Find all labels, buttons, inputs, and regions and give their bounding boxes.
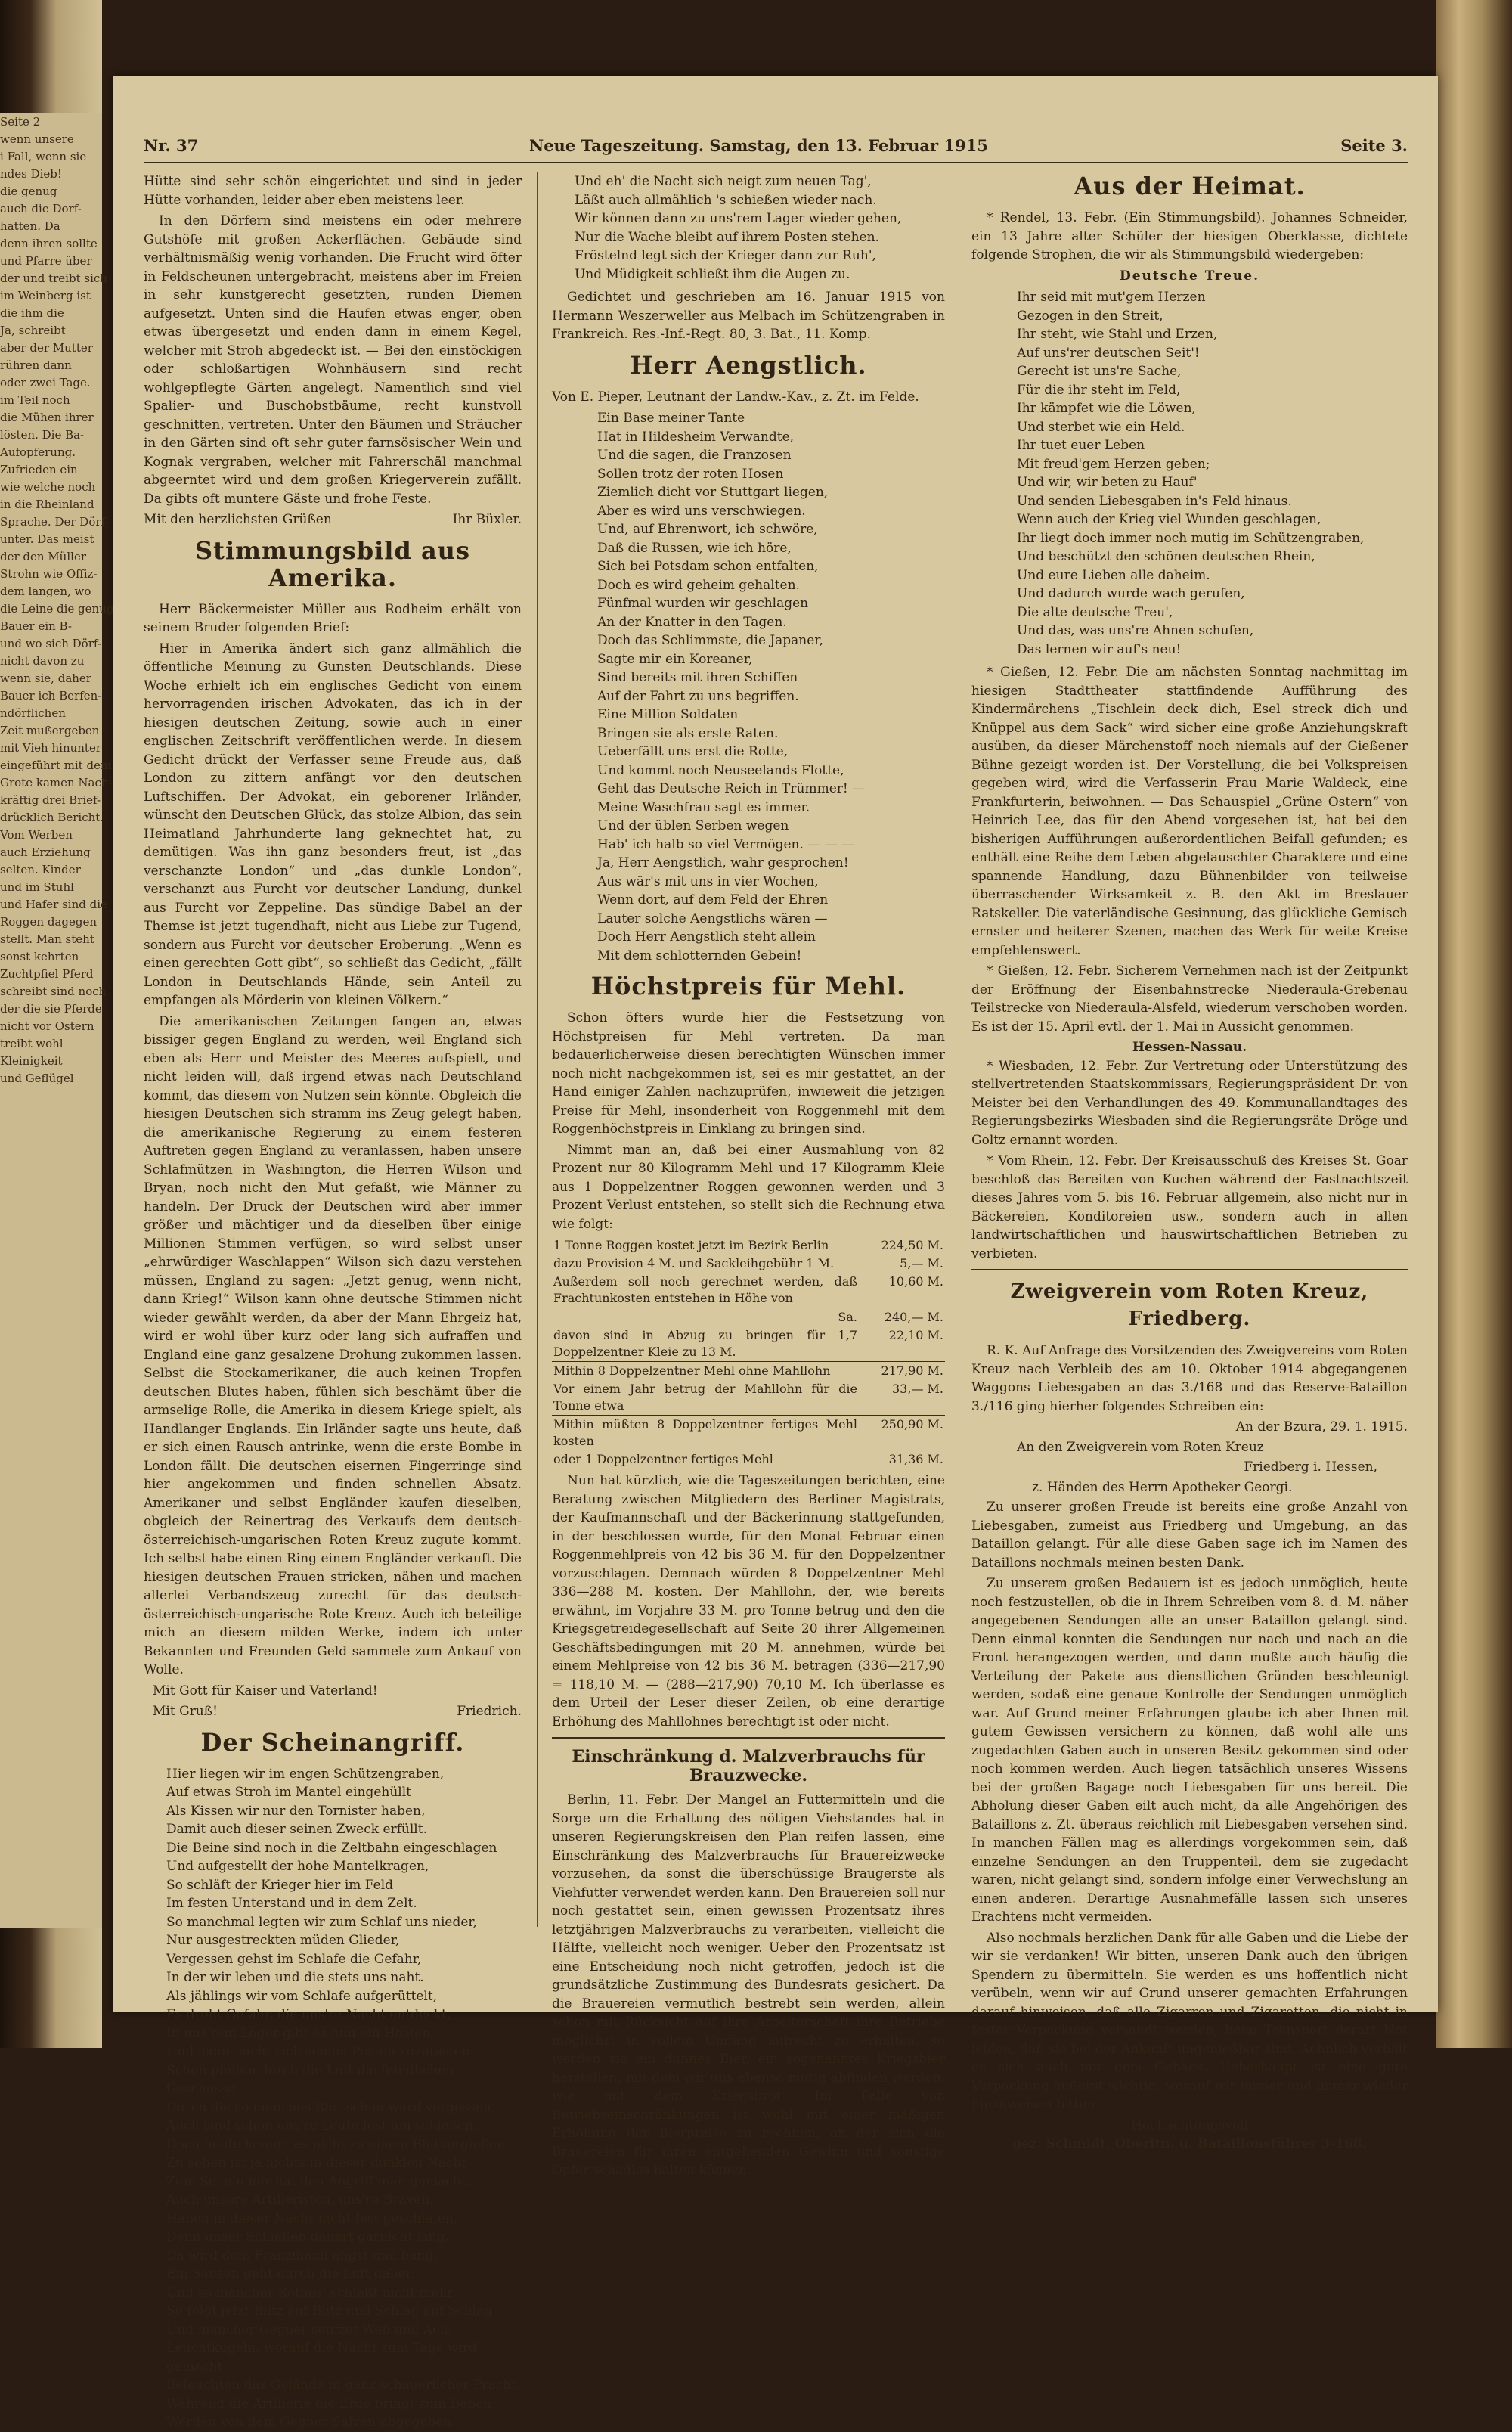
newspaper-page <box>113 76 1438 2430</box>
text-line: ndes Dieb! <box>0 167 62 181</box>
text-line: kräftig drei Brief- <box>0 793 101 807</box>
text-line: Und Müdigkeit schließt ihm die Augen zu. <box>575 266 850 282</box>
text-line: unter. Das meist <box>0 532 94 546</box>
text-line: Aus wär's mit uns in vier Wochen, <box>597 873 819 889</box>
text-line: Werden von dem Gegner Salven abgegeben. <box>166 2415 456 2430</box>
text-line: eingeführt mit dem <box>0 758 112 772</box>
text-line: Daß die Russen, wie ich höre, <box>597 540 792 556</box>
text-line: Ziemlich dicht vor Stuttgart liegen, <box>597 485 829 500</box>
text-line: Während die Artillerie die Erde bringt zum Beben, <box>166 2396 496 2412</box>
text-line: im Teil noch <box>0 393 70 407</box>
text-line: wenn unsere <box>0 132 74 146</box>
calc-row <box>552 1308 945 1327</box>
text-line: treibt wohl <box>0 1037 64 1050</box>
text-line: Läßt auch allmählich 's schießen wieder nach. <box>575 192 877 208</box>
text-line: Ein Sausen geht durch die Luft daher, <box>166 2266 415 2282</box>
text-line: Haben in dieser Nacht nicht fest geschlafen, <box>166 2210 458 2226</box>
text-line: Denn unser Schießen dauert garnicht lang, <box>166 2229 450 2244</box>
greeting: Mit Gruß! <box>153 1704 218 1719</box>
text-line: Eine Million Soldaten <box>597 707 739 722</box>
calc-row <box>552 1326 945 1362</box>
poem-continuation <box>552 172 945 284</box>
calc-amount: 240,— M. <box>859 1308 945 1327</box>
article-text: In den Dörfern sind meistens ein oder mehrere Gutshöfe mit großen Ackerflächen. Gebäude sind verhältnismäßig wenig vorhanden. Die Frucht wird öfter in Feldscheunen untergebracht, meistens aber im Freien in sehr kunstgerecht gesetzten, runden Diemen aufgesetzt. Unten sind die Haufen etwas enger, oben etwas übergesetzt und enden dann in einem Kegel, welcher mit Stroh abgedeckt ist. — Bei den einstöckigen oder schloßartigen Wohnhäusern sind recht wohlgepflegte Gärten angelegt. Namentlich sind viel Spalier- und Buschobstbäume, recht kunstvoll geschnitten, vertreten. Unter den Bäumen und Sträucher in den Gärten sind oft sehr guter farnsösischer Wein und Kognak vergraben, welcher mit Fahrerschäl manchmal abgeerntet wird und dem großen Kriegerverein zufällt. Da gibts oft muntere Gäste und frohe Feste. <box>144 213 522 507</box>
calc-amount: 33,— M. <box>892 1382 943 1396</box>
text-line: Bringen sie als erste Raten. <box>597 725 779 741</box>
text-line: Sich bei Potsdam schon entfalten, <box>597 559 819 574</box>
text-line: in die Rheinland <box>0 498 94 511</box>
text-line: Und dadurch wurde wach gerufen, <box>1017 586 1245 601</box>
calc-label: Mithin müßten 8 Doppelzentner fertiges Mehl kosten <box>552 1416 859 1451</box>
text-line: Nur die Wache bleibt auf ihrem Posten stehen. <box>575 229 879 245</box>
poem <box>144 1765 522 2432</box>
text-line: Ihr tuet euer Leben <box>1017 438 1145 453</box>
masthead-line: Neue Tageszeitung. Samstag, den 13. Februar 1915 <box>529 136 988 155</box>
calc-amount: 31,36 M. <box>888 1452 943 1466</box>
text-line: Doch heute kommt es nicht zu einem Blutvergießen; <box>166 2136 510 2152</box>
text-line: Zeit mußergeben <box>0 724 100 737</box>
divider <box>971 1269 1408 1270</box>
text-line: Als Kissen wir nur den Tornister haben, <box>166 1803 426 1819</box>
text-line: nicht davon zu <box>0 654 85 668</box>
signer: Ihr Büxler. <box>452 512 522 527</box>
text-line: Damit auch dieser seinen Zweck erfüllt. <box>166 1822 427 1837</box>
text-line: drücklich Bericht. <box>0 811 104 824</box>
text-line: Und beschützt den schönen deutschen Rhein, <box>1017 549 1315 564</box>
text-line: Aber es wird uns verschwiegen. <box>597 503 806 519</box>
calc-label: Außerdem soll noch gerechnet werden, daß Frachtunkosten entstehen in Höhe von <box>553 1274 857 1305</box>
column-rule <box>537 172 538 1927</box>
closing-line: Mit Gott für Kaiser und Vaterland! <box>153 1683 378 1698</box>
text-line: Sprache. Der Dörf- <box>0 515 109 529</box>
headline-heimat: Aus der Heimat. <box>1074 172 1306 200</box>
text-line: die ihm die <box>0 306 64 320</box>
text-line: Und, auf Ehrenwort, ich schwöre, <box>597 522 818 537</box>
text-line: Mit freud'gem Herzen geben; <box>1017 456 1210 472</box>
poem-credit: Gedichtet und geschrieben am 16. Januar 1915 von Hermann Weszerweller aus Melbach im Schützengraben in Frankreich. Res.-Inf.-Regt. 80, 3. Bat., 11. Komp. <box>552 290 945 342</box>
column-3 <box>971 172 1408 2151</box>
text-line: die Leine die genug <box>0 602 114 616</box>
text-line: lösten. Die Ba- <box>0 428 85 442</box>
calc-label: Vor einem Jahr betrug der Mahllohn für die Tonne etwa <box>553 1382 857 1413</box>
text-line: Vom Werben <box>0 828 73 842</box>
page-header <box>144 136 1408 163</box>
text-line: der die sie Pferde <box>0 1002 102 1016</box>
previous-page-edge <box>0 113 114 1928</box>
greeting: Mit den herzlichsten Grüßen <box>144 512 332 527</box>
article-text: Schon öfters wurde hier die Festsetzung von Höchstpreisen für Mehl vertreten. Da man bedauerlicherweise diesen berechtigten Wünschen immer noch nicht nachgekommen ist, sei es mir gestattet, an der Hand einiger Zahlen nachzuprüfen, inwieweit die jetzigen Preise für Mehl, insonderheit von Roggenmehl mit dem Roggenhöchstpreis in Einklang zu bringen sind. <box>552 1010 945 1137</box>
text-line: Zufrieden ein <box>0 463 78 476</box>
text-line: im Weinberg ist <box>0 289 91 302</box>
text-line: Auch unsere Artilleristen, uns're Braven, <box>166 2192 434 2207</box>
letter-regards: Hochachtungsvoll <box>1130 2117 1249 2133</box>
text-line: Und wir, wir beten zu Hauf' <box>1017 475 1198 490</box>
text-line: Nur ausgestreckten müden Glieder, <box>166 1933 400 1948</box>
text-line: Ja, schreibt <box>0 324 66 337</box>
text-line: der den Müller <box>0 550 86 563</box>
calc-row <box>552 1255 945 1273</box>
text-line: Und senden Liebesgaben in's Feld hinaus. <box>1017 493 1292 509</box>
text-line: Für die ihr steht im Feld, <box>1017 382 1181 398</box>
calc-row <box>552 1416 945 1451</box>
text-line: Kleinigkeit <box>0 1054 63 1068</box>
article-text: Hütte sind sehr schön eingerichtet und sind in jeder Hütte vorhanden, leider aber eben meistens leer. <box>144 174 522 208</box>
section-heading: Hessen-Nassau. <box>1132 1040 1247 1055</box>
text-line: Auch sind schon uns're Leute fest am schießen, <box>166 2118 478 2133</box>
letter-address: z. Händen des Herrn Apotheker Georgi. <box>1032 1479 1293 1495</box>
text-line: In der wir leben und die stets uns naht. <box>166 1970 424 1985</box>
text-line: Sollen trotz der roten Hosen <box>597 466 784 482</box>
article-text: Nimmt man an, daß bei einer Ausmahlung von 82 Prozent nur 80 Kilogramm Mehl und 17 Kilogramm Kleie aus 1 Doppelzentner Roggen gewonnen werden und 3 Prozent Verlust entstehen, so stellt sich die Rechnung etwa wie folgt: <box>552 1142 945 1232</box>
text-line: selten. Kinder <box>0 863 81 876</box>
text-line: und im Stuhl <box>0 880 74 894</box>
headline-malzverbrauch: Einschränkung d. Malzverbrauchs für Brauzwecke. <box>572 1747 925 1785</box>
text-line: rühren dann <box>0 358 72 372</box>
text-line: Die Beine sind noch in die Zeltbahn eingeschlagen <box>166 1840 497 1856</box>
text-line: mit Vieh hinunter <box>0 741 102 755</box>
text-line: Ihr kämpfet wie die Löwen, <box>1017 401 1196 416</box>
calc-label: davon sind in Abzug zu bringen für 1,7 Doppelzentner Kleie zu 13 M. <box>553 1328 857 1359</box>
text-line: Lauter solche Aengstlichs wären — <box>597 910 828 926</box>
calc-label: oder 1 Doppelzentner fertiges Mehl <box>553 1452 773 1466</box>
text-line: Und der üblen Serben wegen <box>597 818 789 833</box>
text-line: die genug <box>0 185 57 198</box>
text-line: oder zwei Tage. <box>0 376 91 389</box>
calc-row <box>552 1380 945 1416</box>
text-line: So folgt jetzt Blitz auf Blitz und Schlag auf Schlag <box>166 2303 493 2319</box>
article-text: Hier in Amerika ändert sich ganz allmählich die öffentliche Meinung zu Gunsten Deutschlands. Diese Woche erhielt ich ein englisches Gedicht von einem hervorragenden irischen Advokaten, das ich in der hiesigen deutschen Zeitung, sowie auch in einer englischen Zeitschrift veröffentlichen werde. In diesem Gedicht drückt der Verfasser seine Freude aus, daß London zu zittern anfängt vor den deutschen Luftschiffen. Der Advokat, ein geborener Irländer, wünscht den Deutschen Glück, das stolze Albion, das sein Heimatland Jahrhunderte lang geknechtet hat, zu demütigen. Was ihn ganz besonders freut, ist „das verschanzte London“ und „das dunkle London“, verschanzt aus Furcht vor deutscher Landung, dunkel aus Furcht vor Zeppeline. Das sündige Babel an der Themse ist jetzt tugendhaft, nicht aus Liebe zur Tugend, sondern aus Furcht vor deutscher Eroberung. „Wenn es einen gerechten Gott gibt“, so schließt das Gedicht, „fällt London in Deutschlands Hände, sein Anteil zu empfangen als Mörderin von kleinen Völkern.“ <box>144 641 522 1008</box>
text-line: Roggen dagegen <box>0 915 97 929</box>
text-line: Strohn wie Offiz- <box>0 567 98 581</box>
page-number: Seite 3. <box>1340 136 1408 155</box>
text-line: Und so mancher Rothos' schießt nicht mehr. <box>166 2285 457 2300</box>
text-line: Ihr steht, wie Stahl und Erzen, <box>1017 327 1218 342</box>
column-1 <box>144 172 522 2430</box>
calc-label: Sa. <box>552 1308 859 1327</box>
text-line: Die alte deutsche Treu', <box>1017 604 1173 620</box>
text-line: Im festen Unterstand und in dem Zelt. <box>166 1896 417 1911</box>
text-line: und wo sich Dörf- <box>0 637 101 650</box>
letter-address: An den Zweigverein vom Roten Kreuz <box>1017 1439 1264 1455</box>
text-line: Und das, was uns're Ahnen schufen, <box>1017 623 1254 638</box>
text-line: wenn sie, daher <box>0 672 91 685</box>
text-line: Beleuchten das Gelände in ganz schauerlicher Pracht, <box>166 2378 521 2393</box>
article-text: R. K. Auf Anfrage des Vorsitzenden des Zweigvereins vom Roten Kreuz nach Verbleib des am 10. Oktober 1914 abgegangenen Waggons Liebesgaben an das 3./168 und das Reserve-Bataillon 3./116 ging hierher folgendes Schreiben ein: <box>971 1343 1408 1414</box>
text-line: Hier liegen wir im engen Schützengraben, <box>166 1766 445 1782</box>
text-line: Schon pfeifen durch die Luft die feindlichen Geschosse <box>166 2062 454 2096</box>
text-line: Wenn dort, auf dem Feld der Ehren <box>597 892 829 907</box>
price-calculation-table <box>552 1236 945 1469</box>
text-line: Und aufgestellt der hohe Mantelkragen, <box>166 1859 429 1874</box>
calc-amount: 224,50 M. <box>881 1238 943 1252</box>
divider <box>552 1737 945 1739</box>
text-line: Auf etwas Stroh im Mantel eingehüllt <box>166 1785 411 1800</box>
text-line: Bauer ein B- <box>0 619 72 633</box>
headline-rotes-kreuz: Zweigverein vom Roten Kreuz, Friedberg. <box>1010 1280 1369 1330</box>
text-line: Sind bereits mit ihren Schiffen <box>597 670 798 685</box>
text-line: Durch die so manches Blut schon ward vergossen, <box>166 2099 496 2115</box>
text-line: Doch Herr Aengstlich steht allein <box>597 929 816 945</box>
article-text: Zu unserer großen Freude ist bereits eine große Anzahl von Liebesgaben, zumeist aus Friedberg und Umgebung, an das Bataillon gelangt. Für alle diese Gaben sage ich im Namen des Bataillons nochmals meinen besten Dank. <box>971 1500 1408 1571</box>
text-line: die Mühen ihrer <box>0 411 94 424</box>
text-line: Ueberfällt uns erst die Rotte, <box>597 744 789 759</box>
article-text: Berlin, 11. Febr. Der Mangel an Futtermitteln und die Sorge um die Erhaltung des nötigen Viehstandes hat in unseren Regierungskreisen den Plan reifen lassen, eine Einschränkung des Malzverbrauchs für Brauereizwecke vorzusehen, da sonst die überschüssige Braugerste als Viehfutter verwendet werden kann. Den Brauereien soll nur noch gestattet sein, einen gewissen Prozentsatz ihres letztjährigen Malzverbrauchs zu verarbeiten, vielleicht die Hälfte, vielleicht noch weniger. Ueber den Prozentsatz ist eine Entscheidung noch nicht getroffen, jedoch ist die grundsätzliche Zustimmung des Bundesrats gesichert. Da die Brauereien vermutlich bestrebt sein werden, allein schon mit Rücksicht auf ihre Arbeiterschaft ihre Betriebe möglichst in vollem Umfang aufrecht zu erhalten, so werden sie ein dünnes Bier, ein sogenanntes Kriegsbier herstellen, mit dem wir uns ebenso mutig abfinden werden, wie mit dem Kriegsbrot. Im Falle von Betriebseinschränkungen ist wohl mit einer mäßigen Erhöhung der Bierpreise zu rechnen, an der sich die Brauereien für ihren entgehenden Gewinn und sonstige Opfer schadlos halten können. <box>552 1792 945 2178</box>
text-line: Sagte mir ein Koreaner, <box>597 651 753 667</box>
text-line: wie welche noch <box>0 480 96 494</box>
text-line: Ihr seid mit mut'gem Herzen <box>1017 290 1206 305</box>
text-line: Zuchtpfiel Pferd <box>0 967 94 981</box>
news-item: * Wiesbaden, 12. Febr. Zur Vertretung oder Unterstützung des stellvertretenden Staatskommissars, Regierungspräsident Dr. von Meister bei den Verhandlungen des 49. Kommunallandtages des Regierungsbezirks Wiesbaden sind die Regierungsräte Dröge und Goltz ernannt worden. <box>971 1058 1408 1148</box>
calc-row <box>552 1450 945 1469</box>
news-item: * Gießen, 12. Febr. Sicherem Vernehmen nach ist der Zeitpunkt der Eröffnung der Eisenbahnstrecke Niederaula-Grebenau Teilstrecke von Niederaula-Alsfeld, wiederum verschoben worden. Es ist der 15. April evtl. der 1. Mai in Aussicht genommen. <box>971 963 1408 1035</box>
text-line: Leuchtkugeln, worauf die Nacht zum Tage wird gemacht. <box>166 2340 478 2375</box>
text-line: Und eh' die Nacht sich neigt zum neuen Tag', <box>575 174 872 189</box>
text-line: Und jeder sucht sich seinen Posten zuzutasten. <box>166 2044 475 2059</box>
text-line: Hat in Hildesheim Verwandte, <box>597 429 795 445</box>
text-line: Es droht Gefahr, die uns're Nacht entdeckt, <box>166 2007 451 2022</box>
calc-row <box>552 1362 945 1381</box>
article-text: Zu unserem großen Bedauern ist es jedoch unmöglich, heute noch festzustellen, ob die in Ihrem Schreiben vom 8. d. M. näher angegebenen Sendungen alle an unser Bataillon gelangt sind. Denn einmal konnten die Sendungen nur nach und nach an die Front herangezogen werden, und dann mußte auch häufig die Verteilung der Pakete aus dienstlichen Gründen beschleunigt werden, sodaß eine genaue Kontrolle der Sendungen unmöglich war. Auf Grund meiner Erfahrungen glaube ich aber Ihnen mit gutem Gewissen versichern zu können, daß wohl alle uns zugedachten Gaben auch in unseren Besitz gekommen sind oder noch kommen werden. Auch liegen tatsächlich unseres Wissens bei der großen Bagage noch Liebesgaben für uns bereit. Die Abholung dieser Gaben eilt auch nicht, da alle Angehörigen des Bataillons z. Zt. überaus reichlich mit Liebesgaben versehen sind. In manchen Fällen mag es allerdings vorgekommen sein, daß einzelne Sendungen an den Truppenteil, dem sie zugedacht waren, nicht gelangt sind, sondern infolge einer Verwechslung an einen anderen. Derartige Ausnahmefälle lassen sich unseres Erachtens nicht vermeiden. <box>971 1576 1408 1925</box>
calc-amount: 217,90 M. <box>859 1362 945 1381</box>
text-line: Auf der Fahrt zu uns begriffen. <box>597 688 799 704</box>
calc-amount: 22,10 M. <box>888 1328 943 1342</box>
text-line: Fünfmal wurden wir geschlagen <box>597 596 809 611</box>
text-line: Und mancher Gegner seufzet Weh und Ach, <box>166 2322 453 2337</box>
byline: Von E. Pieper, Leutnant der Landw.-Kav., z. Zt. im Felde. <box>552 389 919 405</box>
headline-scheinangriff: Der Scheinangriff. <box>200 1727 465 1757</box>
text-line: stellt. Man steht <box>0 932 94 946</box>
text-line: Und eure Lieben alle daheim. <box>1017 567 1210 583</box>
text-line: der und treibt sich <box>0 271 107 285</box>
article-text: Herr Bäckermeister Müller aus Rodheim erhält von seinem Bruder folgenden Brief: <box>144 601 522 635</box>
calc-row <box>552 1273 945 1308</box>
text-line: Als jählings wir vom Schlafe aufgerüttelt, <box>166 1988 438 2004</box>
text-line: Grote kamen Nach- <box>0 776 113 789</box>
poem <box>971 288 1408 659</box>
column-2 <box>552 172 945 2178</box>
letter-signature <box>144 510 522 529</box>
letter-place-date: An der Bzura, 29. 1. 1915. <box>1235 1419 1408 1435</box>
text-line: Fröstelnd legt sich der Krieger dann zur Ruh', <box>575 248 876 263</box>
text-line: Bauer ich Berfen- <box>0 689 102 703</box>
book-page-edges <box>1436 0 1512 2048</box>
text-line: und Hafer sind die <box>0 898 107 911</box>
text-line: dem langen, wo <box>0 585 91 598</box>
news-item: * Vom Rhein, 12. Febr. Der Kreisausschuß des Kreises St. Goar beschloß das Bereiten von Kuchen während der Fastnachtszeit dieses Jahres vom 5. bis 16. Februar allgemein, also nicht nur in Bäckereien, Konditoreien usw., sondern auch in allen landwirtschaftlichen und hauswirtschaftlichen Betrieben zu verbieten. <box>971 1153 1408 1261</box>
text-line: Aufopferung. <box>0 445 76 459</box>
text-line: In uns'rem Lager gibt es nun ein Hasten, <box>166 2025 435 2041</box>
text-line: ndörflichen <box>0 706 66 720</box>
text-line: i Fall, wenn sie <box>0 150 87 163</box>
calc-amount: 10,60 M. <box>888 1274 943 1289</box>
text-line: So schläft der Krieger hier im Feld <box>166 1877 394 1893</box>
text-line: Wenn auch der Krieg viel Wunden geschlagen, <box>1017 512 1321 527</box>
calc-amount: 5,— M. <box>900 1256 943 1270</box>
text-line: Und die sagen, die Franzosen <box>597 448 792 463</box>
letter-signature <box>144 1702 522 1721</box>
calc-label: dazu Provision 4 M. und Sackleihgebühr 1 M. <box>553 1256 835 1270</box>
text-line: Gezogen in den Streit, <box>1017 308 1163 324</box>
calc-amount: 250,90 M. <box>859 1416 945 1451</box>
news-item: * Gießen, 12. Febr. Die am nächsten Sonntag nachmittag im hiesigen Stadttheater stattfindende Aufführung des Kindermärchens „Tischlein deck dich, Esel streck dich und Knüppel aus dem Sack“ wird sicher eine große Anziehungskraft ausüben, da dieser Märchenstoff noch niemals auf der Gießener Bühne gezeigt worden ist. Der Vorstellung, die bei Volkspreisen gegeben wird, wird die Verfasserin Frau Marie Waldeck, eine Frankfurterin, beiwohnen. — Das Schauspiel „Grüne Ostern“ von Heinrich Lee, das für den Abend vorgesehen ist, hat bei den bisherigen Aufführungen außerordentlichen Beifall gefunden; es enthält eine Reihe dem Leben abgelauschter Charaktere und eine spannende Handlung, dazu Bühnenbilder von teilweise überraschender Wirksamkeit z. B. den Akt im Breslauer Ratskeller. Die vaterländische Gesinnung, das glückliche Gemisch ernster und heiterer Szenen, machen das Werk für weite Kreise empfehlenswert. <box>971 665 1408 958</box>
issue-number: Nr. 37 <box>144 136 199 155</box>
headline-amerika: Stimmungsbild aus Amerika. <box>195 535 470 592</box>
text-line: und Geflügel <box>0 1072 74 1085</box>
headline-herr-aengstlich: Herr Aengstlich. <box>630 350 867 380</box>
poem <box>552 409 945 965</box>
text-line: Vergessen gehst im Schlafe die Gefahr, <box>166 1951 422 1967</box>
text-line: Doch es wird geheim gehalten. <box>597 577 800 593</box>
text-line: Gerecht ist uns're Sache, <box>1017 364 1182 379</box>
text-line: So manchmal legten wir zum Schlaf uns nieder, <box>166 1914 478 1930</box>
calc-label: Mithin 8 Doppelzentner Mehl ohne Mahllohn <box>552 1362 859 1381</box>
text-line: Ihr liegt doch immer noch mutig im Schützengraben, <box>1017 530 1365 546</box>
text-line: Seite 2 <box>0 115 41 129</box>
article-text: Also nochmals herzlichen Dank für alle Gaben und die Liebe der wir sie verdanken! Wir bitten, unseren Dank auch den übrigen Spendern zu übermitteln. Sie werden es uns hoffentlich nicht verübeln, wenn wir auf Grund unserer gemachten Erfahrungen darauf hinweisen, daß alle Zigarren und Zigaretten, die nicht in fester Verpackung versandt werden, beim Transport derart Not leiden, daß sie bei der Ankunft ungenießbar sind. Aehnlich verhält es sich auch mit dem Gebäck. Ueberhaupt ist eine gute Verpackung äußerst wichtig, worauf wir immer und immer wieder hinzuweisen bitten. <box>971 1930 1408 2112</box>
calc-row <box>552 1236 945 1255</box>
calc-label: 1 Tonne Roggen kostet jetzt im Bezirk Berlin <box>553 1238 829 1252</box>
text-line: Ja, Herr Aengstlich, wahr gesprochen! <box>597 855 849 870</box>
text-line: Und kommt noch Neuseelands Flotte, <box>597 762 844 778</box>
text-line: denn ihren sollte <box>0 237 98 250</box>
text-line: Doch das Schlimmste, die Japaner, <box>597 633 823 648</box>
text-line: Geht das Deutsche Reich in Trümmer! — <box>597 781 866 796</box>
text-line: auch die Dorf- <box>0 202 82 216</box>
text-line: Meine Waschfrau sagt es immer. <box>597 799 810 815</box>
signer: Friedrich. <box>457 1704 522 1719</box>
text-line: Wir können dann zu uns'rem Lager wieder gehen, <box>575 211 902 226</box>
text-line: Das lernen wir auf's neu! <box>1017 641 1182 657</box>
text-line: schreibt sind noch <box>0 985 107 998</box>
text-line: An der Knatter in den Tagen. <box>597 614 787 630</box>
text-line: auch Erziehung <box>0 845 91 859</box>
text-line: Zum Schein nur hat den Angriff man gemacht. <box>166 2173 470 2189</box>
text-line: Auf uns'rer deutschen Seit'! <box>1017 345 1200 361</box>
text-line: Ein Base meiner Tante <box>597 411 745 426</box>
text-line: Mit dem schlotternden Gebein! <box>597 948 802 963</box>
text-line: hatten. Da <box>0 219 60 233</box>
letter-address: Friedberg i. Hessen, <box>1244 1460 1377 1475</box>
text-line: Da wird dem Franzmann angst und bang. <box>166 2247 438 2263</box>
text-line: Zu sehen ist ja nichts in dieser dunklen Nacht <box>166 2155 467 2170</box>
text-line: Hab' ich halb so viel Vermögen. — — — <box>597 836 855 852</box>
article-text: * Rendel, 13. Febr. (Ein Stimmungsbild). Johannes Schneider, ein 13 Jahre alter Schüler der hiesigen Oberklasse, dichtete folgende Strophen, die wir als Stimmungsbild wiedergeben: <box>971 210 1408 262</box>
text-line: nicht vor Ostern <box>0 1019 94 1033</box>
article-text: Die amerikanischen Zeitungen fangen an, etwas bissiger gegen England zu werden, weil England sich eben als Herr und Meister des Meeres aufspielt, und nicht leiden will, daß irgend etwas nach Deutschland kommt, das diesem von Nutzen sein könnte. Obgleich die hiesigen Deutschen sich stramm ins Zeug gelegt haben, die amerikanische Regierung zu einem festeren Auftreten gegen England zu veranlassen, haben unsere Schlafmützen in Washington, die Herren Wilson und Bryan, noch nicht den Mut gefaßt, wie Männer zu handeln. Der Druck der Deutschen wird aber immer größer und mächtiger und da dieselben über einige Millionen Stimmen verfügen, so wird selbst unser „ehrwürdiger Waschlappen“ Wilson sich dazu verstehen müssen, England zu sagen: „Jetzt genug, wenn nicht, dann Krieg!“ Wilson kann ohne deutsche Stimmen nicht wieder gewählt werden, da aber der Mann Ehrgeiz hat, wird er wohl über kurz oder lang sich aufraffen und England eine ganz gesalzene Drohung zukommen lassen. Selbst die Stockamerikaner, die auch keinen Tropfen deutschen Blutes haben, fühlen sich beschämt über die armselige Rolle, die Amerika in diesem Kriege spielt, als Handlanger Englands. Ein Irländer sagte uns heute, daß er sich einen Rausch antrinke, wenn die erste Bombe in London fällt. Die deutschen eisernen Fingerringe sind hier angekommen und finden schnellen Absatz. Amerikaner und selbst Engländer kaufen dieselben, obgleich der Reinertrag des Verkaufs dem deutsch-österreichisch-ungarischen Roten Kreuz zugute kommt. Ich selbst habe einen Ring einem Engländer verkauft. Die hiesigen deutschen Frauen stricken, nähen und machen allerlei Verbandszeug zurecht für das deutsch-österreichisch-ungarische Rote Kreuz. Auch ich beteilige mich an diesem milden Werke, indem ich unter Bekannten und Freunden Geld sammele zum Ankauf von Wolle. <box>144 1013 522 1677</box>
poem-title: Deutsche Treue. <box>1119 268 1260 284</box>
letter-signature: gez. Schmidt, Oberltn. u. Bataillonsführer 3-168. <box>1012 2136 1367 2151</box>
headline-hoechstpreis: Höchstpreis für Mehl. <box>590 972 906 1000</box>
article-text: Nun hat kürzlich, wie die Tageszeitungen berichten, eine Beratung zwischen Mitgliedern des Berliner Magistrats, der Kaufmannschaft und der Bäckerinnung stattgefunden, in der beschlossen wurde, für den Monat Februar einen Roggenmehlpreis von 42 bis 36 M. für den Doppelzentner vorzuschlagen. Demnach würden 8 Doppelzentner Mehl 336—288 M. kosten. Der Mahllohn, der, wie bereits erwähnt, im Vorjahre 33 M. pro Tonne betrug und den die Kriegsgetreidegesellschaft auf Seite 20 ihrer Allgemeinen Geschäftsbedingungen mit 20 M. annehmen, würde bei einem Mehlpreise von 42 bis 36 M. betragen (336—217,90 = 118,10 M. — (288—217,90) 70,10 M. Ich überlasse es dem Urteil der Leser dieser Zeilen, ob eine derartige Erhöhung des Mahllohnes berechtigt ist oder nicht. <box>552 1473 945 1729</box>
text-line: und Pfarre über <box>0 254 92 268</box>
text-line: aber der Mutter <box>0 341 93 355</box>
text-line: Und sterbet wie ein Held. <box>1017 419 1185 435</box>
text-line: sonst kehrten <box>0 950 79 963</box>
